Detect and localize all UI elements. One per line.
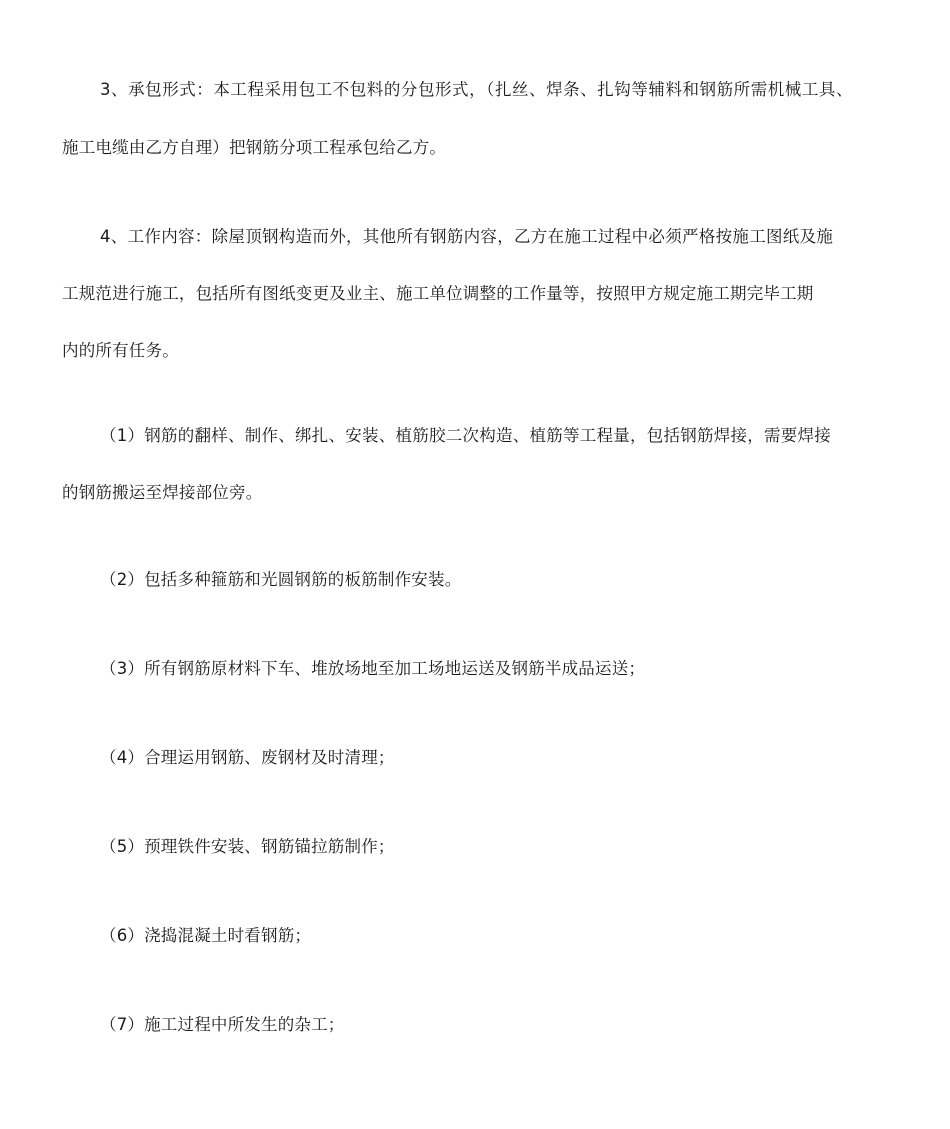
item-6: （6）浇捣混凝土时看钢筋；	[100, 926, 312, 945]
item-4: （4）合理运用钢筋、废钢材及时清理；	[100, 748, 395, 767]
item-2: （2）包括多种箍筋和光圆钢筋的板筋制作安装。	[100, 570, 462, 589]
item-7: （7）施工过程中所发生的杂工；	[100, 1015, 345, 1034]
clause-3-line-2: 施工电缆由乙方自理）把钢筋分项工程承包给乙方。	[62, 138, 447, 157]
item-1-line-1: （1）钢筋的翻样、制作、绑扎、安装、植筋胶二次构造、植筋等工程量，包括钢筋焊接，需要焊接	[100, 426, 831, 445]
clause-4-line-1: 4、工作内容：除屋顶钢构造而外，其他所有钢筋内容，乙方在施工过程中必须严格按施工图纸及施	[100, 227, 834, 246]
item-1-line-2: 的钢筋搬运至焊接部位旁。	[62, 483, 263, 502]
clause-4-line-3: 内的所有任务。	[62, 341, 179, 360]
item-3: （3）所有钢筋原材料下车、堆放场地至加工场地运送及钢筋半成品运送；	[100, 659, 646, 678]
clause-4-line-2: 工规范进行施工，包括所有图纸变更及业主、施工单位调整的工作量等，按照甲方规定施工期完毕工期	[62, 284, 814, 303]
clause-3-line-1: 3、承包形式：本工程采用包工不包料的分包形式，（扎丝、焊条、扎钩等辅料和钢筋所需机械工具、	[100, 80, 853, 99]
item-5: （5）预理铁件安装、钢筋锚拉筋制作；	[100, 837, 395, 856]
